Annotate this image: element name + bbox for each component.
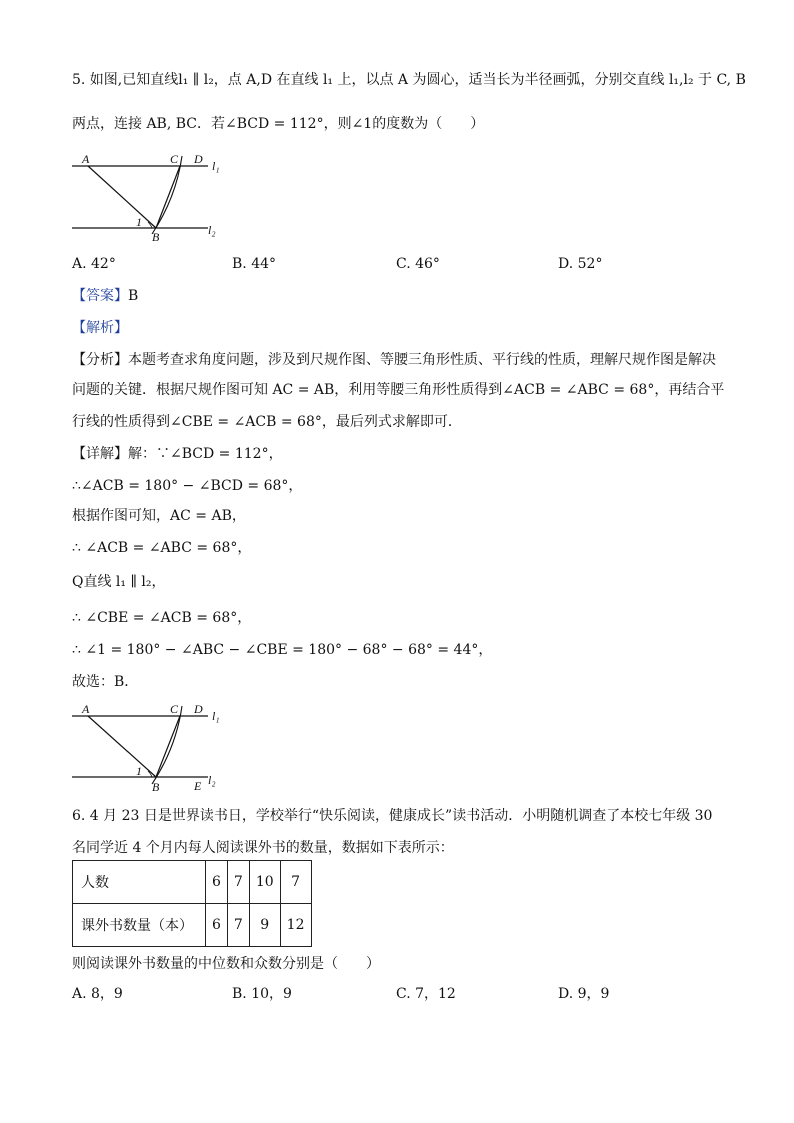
detail-step-3: 根据作图可知，AC = AB，	[72, 508, 246, 524]
q6-option-a: A. 8，9	[72, 986, 123, 1002]
fig2-label-l1: l₁	[212, 709, 220, 723]
q5-line-1: 5. 如图,已知直线l₁ ∥ l₂，点 A,D 在直线 l₁ 上，以点 A 为圆心，适当长为半径画弧，分别交直线 l₁,l₂ 于 C, B	[72, 72, 746, 88]
q6-line-2: 名同学近 4 个月内每人阅读课外书的数量，数据如下表所示：	[72, 840, 454, 856]
analysis-line-3: 行线的性质得到∠CBE = ∠ACB = 68°，最后列式求解即可．	[72, 414, 462, 430]
table-cell: 9	[249, 904, 280, 947]
answer-line	[72, 286, 138, 306]
table-cell: 课外书数量（本）	[73, 904, 206, 947]
table-cell: 人数	[73, 861, 206, 904]
table-cell: 10	[249, 861, 280, 904]
detail-step-2: ∴∠ACB = 180° − ∠BCD = 68°，	[72, 478, 303, 494]
q6-option-b: B. 10，9	[232, 986, 292, 1002]
q5-option-c: C. 46°	[396, 256, 440, 272]
q6-option-c: C. 7，12	[396, 986, 456, 1002]
detail-step-5: Q直线 l₁ ∥ l₂，	[72, 574, 166, 590]
table-cell: 7	[227, 904, 249, 947]
detail-step-7: ∴ ∠1 = 180° − ∠ABC − ∠CBE = 180° − 68° − 68° = 44°，	[72, 642, 493, 658]
fig1-label-angle1: 1	[136, 215, 142, 229]
analysis-line-2: 问题的关键．根据尺规作图可知 AC = AB，利用等腰三角形性质得到∠ACB = ∠ABC = 68°，再结合平	[72, 382, 725, 398]
q6-option-d: D. 9，9	[558, 986, 610, 1002]
fig2-label-angle1: 1	[136, 764, 142, 778]
q5-option-b: B. 44°	[232, 256, 277, 272]
q5-option-d: D. 52°	[558, 256, 603, 272]
detail-head: 【详解】	[72, 446, 128, 462]
answer-tag: 【答案】	[72, 288, 128, 304]
fig1-label-d: D	[194, 152, 203, 166]
table-row	[73, 904, 312, 947]
q6-data-table	[72, 860, 312, 947]
analysis-line-1	[72, 350, 716, 370]
fig1-label-l2: l₂	[208, 223, 216, 237]
detail-step-1: 解：∵∠BCD = 112°，	[128, 446, 283, 462]
detail-step-6: ∴ ∠CBE = ∠ACB = 68°，	[72, 610, 252, 626]
fig2-label-a: A	[82, 702, 90, 716]
q5-line-2: 两点，连接 AB, BC．若∠BCD = 112°，则∠1的度数为（ ）	[72, 116, 485, 132]
detail-step-4: ∴ ∠ACB = ∠ABC = 68°，	[72, 540, 252, 556]
fig2-label-d: D	[194, 702, 203, 716]
fig1-label-l1: l₁	[212, 159, 220, 173]
table-cell: 6	[206, 861, 228, 904]
analysis-tag: 【解析】	[72, 320, 128, 336]
detail-line	[72, 444, 283, 464]
fig2-label-c: C	[170, 702, 179, 716]
table-cell: 7	[280, 861, 311, 904]
analysis-text-1: 本题考查求角度问题，涉及到尺规作图、等腰三角形性质、平行线的性质，理解尺规作图是解决	[128, 352, 716, 368]
fig1-label-b: B	[152, 230, 160, 243]
q5-option-a: A. 42°	[72, 256, 116, 272]
analysis-head: 【分析】	[72, 352, 128, 368]
fig2-label-b: B	[152, 780, 160, 794]
fig2-label-e: E	[194, 779, 202, 793]
fig2-label-l2: l₂	[208, 773, 216, 787]
detail-step-8: 故选：B．	[72, 674, 139, 690]
q6-line-1: 6. 4 月 23 日是世界读书日，学校举行“快乐阅读，健康成长”读书活动．小明随机调查了本校七年级 30	[72, 808, 713, 824]
table-cell: 6	[206, 904, 228, 947]
solution-figure	[66, 700, 236, 795]
table-cell: 7	[227, 861, 249, 904]
table-cell: 12	[280, 904, 311, 947]
q6-question: 则阅读课外书数量的中位数和众数分别是（ ）	[72, 956, 380, 972]
table-row	[73, 861, 312, 904]
answer-value: B	[128, 288, 139, 304]
q5-figure	[66, 148, 236, 243]
fig1-label-c: C	[170, 152, 179, 166]
fig1-label-a: A	[82, 152, 90, 166]
